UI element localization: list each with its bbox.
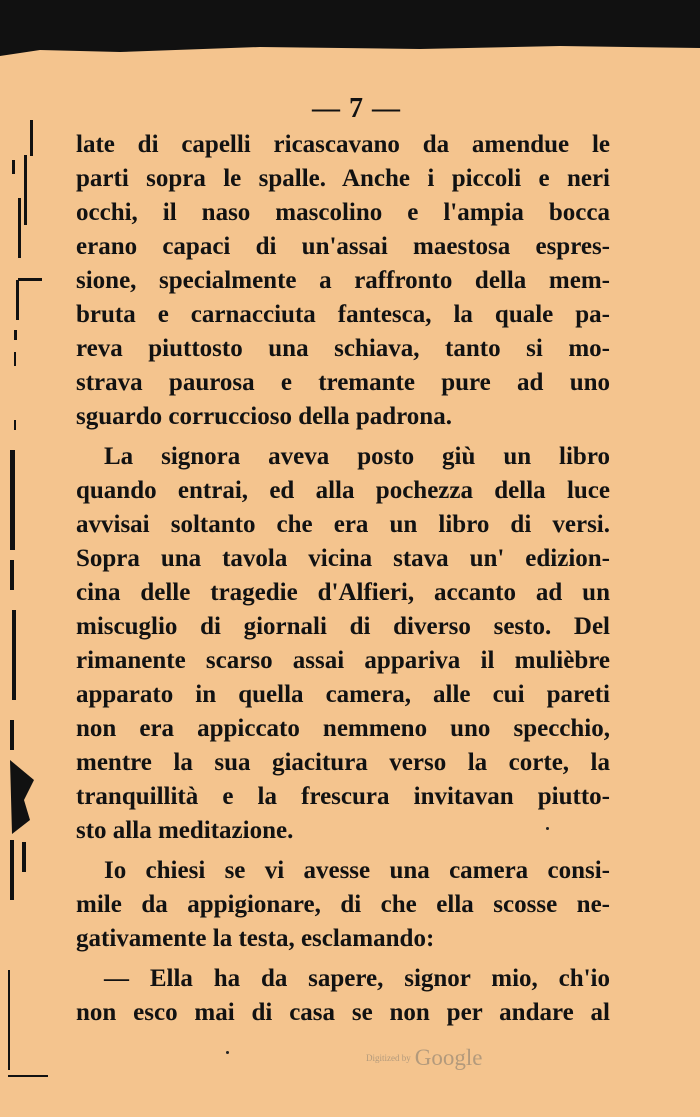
text-line: apparato in quella camera, alle cui pareti [76,681,610,708]
watermark-prefix: Digitized by [366,1053,411,1063]
scan-left-margin-marks [0,90,48,1117]
text-line: reva piuttosto una schiava, tanto si mo- [76,335,610,362]
digitized-watermark [366,1045,482,1071]
text-line: sguardo corruccioso della padrona. [76,403,452,430]
text-line: avvisai soltanto che era un libro di versi. [76,511,610,538]
scan-top-edge-shadow [0,44,700,60]
text-line: strava paurosa e tremante pure ad uno [76,369,610,396]
ink-speck [546,827,549,830]
page-body-text [76,128,610,1030]
text-line: cina delle tragedie d'Alfieri, accanto ad un [76,579,610,606]
text-line: rimanente scarso assai appariva il mulièbre [76,647,610,674]
text-line: mile da appigionare, di che ella scosse ne- [76,891,610,918]
text-line: miscuglio di giornali di diverso sesto. Del [76,613,610,640]
text-line: quando entrai, ed alla pochezza della luce [76,477,610,504]
text-line: non esco mai di casa se non per andare al [76,999,610,1026]
text-line: bruta e carnacciuta fantesca, la quale pa- [76,301,610,328]
text-line: tranquillità e la frescura invitavan piutto- [76,783,610,810]
text-line: erano capaci di un'assai maestosa espres- [76,233,610,260]
text-line: sione, specialmente a raffronto della mem- [76,267,610,294]
text-line: occhi, il naso mascolino e l'ampia bocca [76,199,610,226]
text-line: mentre la sua giacitura verso la corte, la [76,749,610,776]
ink-speck [226,1051,229,1054]
scan-top-dark-edge [0,0,700,44]
watermark-brand: Google [414,1045,483,1070]
text-line: late di capelli ricascavano da amendue le [76,131,610,158]
text-line: — Ella ha da sapere, signor mio, ch'io [104,965,610,992]
text-line: parti sopra le spalle. Anche i piccoli e neri [76,165,610,192]
text-line: La signora aveva posto giù un libro [104,443,610,470]
text-line: sto alla meditazione. [76,817,294,844]
text-line: non era appiccato nemmeno uno specchio, [76,715,610,742]
text-line: Io chiesi se vi avesse una camera consi- [104,857,610,884]
page-number: — 7 — [312,93,401,124]
text-line: gativamente la testa, esclamando: [76,925,435,952]
text-line: Sopra una tavola vicina stava un' edizion- [76,545,610,572]
